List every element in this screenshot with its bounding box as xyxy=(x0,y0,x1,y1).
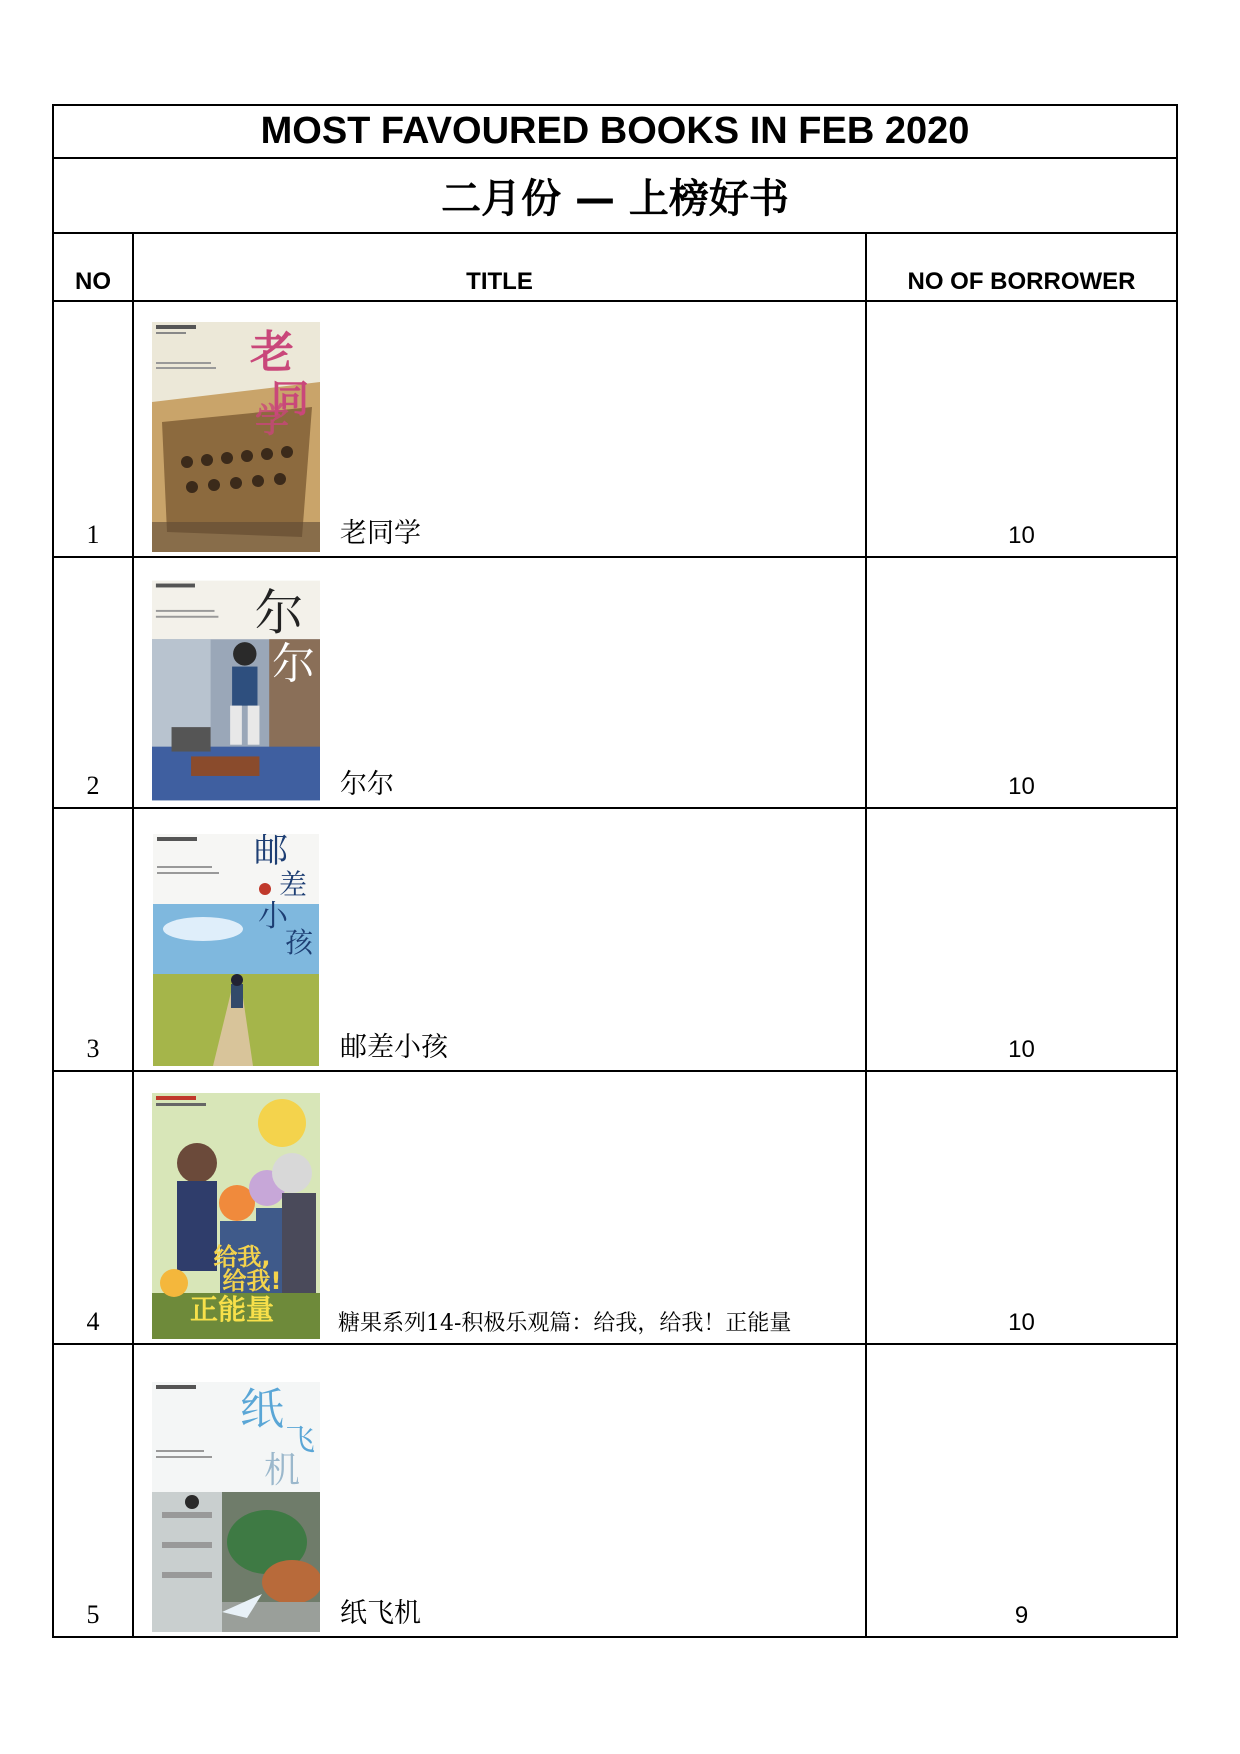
table-row xyxy=(53,557,1177,808)
svg-text:飞: 飞 xyxy=(285,1423,315,1458)
row-number: 1 xyxy=(53,301,133,557)
borrower-count: 9 xyxy=(866,1344,1177,1637)
svg-text:同: 同 xyxy=(270,377,310,421)
row-number: 3 xyxy=(53,808,133,1071)
column-header-borrowers: NO OF BORROWER xyxy=(866,233,1177,301)
svg-text:小: 小 xyxy=(258,899,288,934)
svg-text:给我!: 给我! xyxy=(222,1267,282,1295)
borrower-count: 10 xyxy=(866,557,1177,808)
book-cover-image xyxy=(152,322,320,552)
svg-text:正能量: 正能量 xyxy=(189,1293,275,1326)
column-header-no: NO xyxy=(53,233,133,301)
book-title: 老同学 xyxy=(340,518,421,549)
svg-text:差: 差 xyxy=(278,868,308,901)
table-row xyxy=(53,301,1177,557)
svg-text:学: 学 xyxy=(255,401,289,441)
svg-text:老: 老 xyxy=(250,327,294,378)
book-cover-image xyxy=(152,578,320,803)
table-row xyxy=(53,1071,1177,1344)
book-title: 糖果系列14-积极乐观篇：给我，给我！正能量 xyxy=(338,1311,792,1336)
borrower-count: 10 xyxy=(866,301,1177,557)
row-number: 4 xyxy=(53,1071,133,1344)
book-title: 纸飞机 xyxy=(340,1598,421,1629)
page-subtitle: 二月份 — 上榜好书 xyxy=(53,158,1177,233)
borrower-count: 10 xyxy=(866,1071,1177,1344)
book-cover-image xyxy=(152,834,320,1066)
column-header-title: TITLE xyxy=(133,233,866,301)
svg-text:孩: 孩 xyxy=(284,926,314,959)
book-cover-image xyxy=(152,1093,320,1339)
row-number: 2 xyxy=(53,557,133,808)
page-title: MOST FAVOURED BOOKS IN FEB 2020 xyxy=(53,105,1177,158)
row-number: 5 xyxy=(53,1344,133,1637)
borrower-count: 10 xyxy=(866,808,1177,1071)
books-table xyxy=(52,104,1178,1638)
table-row xyxy=(53,1344,1177,1637)
svg-text:邮: 邮 xyxy=(254,834,288,871)
table-row xyxy=(53,808,1177,1071)
svg-text:尔: 尔 xyxy=(272,639,316,690)
book-title: 邮差小孩 xyxy=(340,1032,448,1063)
svg-text:尔: 尔 xyxy=(254,584,304,642)
book-title: 尔尔 xyxy=(340,769,394,800)
svg-text:给我,: 给我, xyxy=(213,1243,271,1271)
svg-text:纸: 纸 xyxy=(240,1384,284,1435)
svg-text:机: 机 xyxy=(263,1450,301,1491)
book-cover-image xyxy=(152,1382,320,1632)
